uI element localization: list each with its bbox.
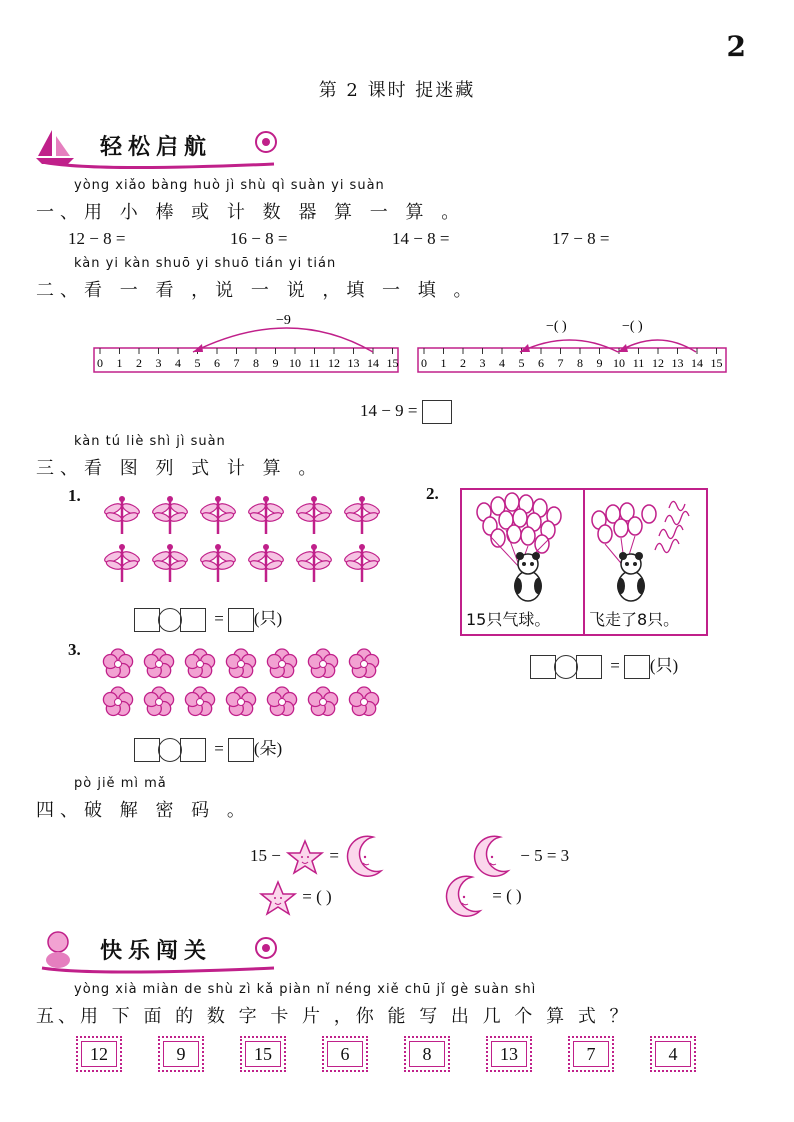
- ruler-tick-label: 10: [613, 356, 625, 370]
- number-cards: [76, 1036, 696, 1072]
- answer-box[interactable]: [134, 738, 160, 762]
- ruler-tick-label: 5: [194, 356, 201, 370]
- q2-equation-text: 14 − 9 =: [360, 400, 418, 420]
- q1-problem-3: 14 − 8 =: [392, 229, 450, 248]
- flower-icon: [103, 649, 132, 678]
- moon-answer-blank[interactable]: = ( ): [492, 885, 522, 905]
- q3-p3-equation: [134, 734, 282, 762]
- q3-p1-equation: [134, 604, 282, 632]
- q5-heading: 五、用 下 面 的 数 字 卡 片 ，你 能 写 出 几 个 算 式 ？: [36, 1006, 632, 1027]
- flower-group: [100, 646, 390, 722]
- ruler-tick-label: 7: [233, 356, 240, 370]
- answer-box[interactable]: [228, 738, 254, 762]
- flower-icon: [185, 649, 214, 678]
- dragonfly-icon: [247, 496, 285, 534]
- ruler-tick-label: 15: [710, 356, 723, 370]
- dragonfly-icon: [343, 544, 380, 582]
- flower-icon: [267, 649, 296, 678]
- banner-title: 轻松启航: [100, 135, 213, 160]
- panda-balloons-icon: [462, 490, 582, 602]
- equals-sign: =: [214, 739, 224, 758]
- operator-circle[interactable]: [158, 738, 182, 762]
- balloon-picture: [460, 488, 708, 636]
- star-icon: [258, 878, 298, 918]
- unit-label: (朵): [253, 739, 283, 758]
- q1-pinyin: yòng xiǎo bàng huò jì shù qì suàn yi suàn: [74, 178, 385, 193]
- ruler-tick-label: 12: [652, 356, 664, 370]
- number-card[interactable]: 6: [322, 1036, 368, 1072]
- ruler-tick-label: 10: [289, 356, 301, 370]
- balloon-caption-2: 飞走了8只。: [589, 610, 680, 629]
- ruler-tick-label: 4: [175, 356, 181, 370]
- equals-sign: =: [214, 609, 224, 628]
- page-number: 2: [726, 30, 746, 63]
- unit-label: (只): [649, 656, 679, 675]
- section-banner-1: [34, 122, 284, 172]
- q1-problem-2: 16 − 8 =: [230, 229, 288, 248]
- flower-icon: [267, 687, 296, 716]
- ruler-tick-label: 14: [691, 356, 703, 370]
- q3-pinyin: kàn tú liè shì jì suàn: [74, 434, 226, 449]
- ruler-tick-label: 9: [596, 356, 603, 370]
- q3-heading: 三、看 图 列 式 计 算 。: [36, 458, 323, 479]
- balloon-panel-1: [462, 490, 585, 634]
- ruler-tick-label: 8: [577, 356, 583, 370]
- q3-p2-label: 2.: [426, 484, 439, 503]
- balloon-caption-1: 15只气球。: [466, 610, 551, 629]
- q5-pinyin: yòng xià miàn de shù zì kǎ piàn nǐ néng xiě chū jǐ gè suàn shì: [74, 982, 537, 997]
- ruler-tick-label: 3: [155, 356, 162, 370]
- dragonfly-icon: [103, 544, 141, 582]
- number-card[interactable]: 13: [486, 1036, 532, 1072]
- number-card[interactable]: 9: [158, 1036, 204, 1072]
- ruler-tick-label: 13: [347, 356, 360, 370]
- star-answer: [258, 878, 332, 918]
- star-answer-blank[interactable]: = ( ): [302, 886, 332, 906]
- unit-label: (只): [253, 609, 283, 628]
- code-equation-1: [250, 834, 389, 880]
- flower-icon: [144, 649, 173, 678]
- ruler-tick-label: 5: [518, 356, 525, 370]
- number-card[interactable]: 15: [240, 1036, 286, 1072]
- ruler-tick-label: 14: [367, 356, 379, 370]
- q4-pinyin: pò jiě mì mǎ: [74, 776, 167, 791]
- answer-box[interactable]: [228, 608, 254, 632]
- arc1-label: −9: [276, 313, 291, 328]
- flower-icon: [185, 687, 214, 716]
- ruler-tick-label: 0: [421, 356, 427, 370]
- eq1-left: 15 −: [250, 845, 281, 865]
- answer-box[interactable]: [180, 608, 206, 632]
- dragonfly-icon: [151, 496, 189, 534]
- q4-heading: 四、破 解 密 码 。: [36, 800, 251, 821]
- answer-box[interactable]: [624, 655, 650, 679]
- dragonfly-icon: [199, 496, 237, 534]
- flower-icon: [349, 687, 378, 716]
- q3-p1-label: 1.: [68, 486, 81, 505]
- q2-equation: [360, 400, 452, 424]
- flower-icon: [103, 687, 132, 716]
- star-icon: [285, 837, 325, 877]
- lesson-title: 第 2 课时 捉迷藏: [318, 80, 476, 101]
- arc3-label: −( ): [622, 319, 643, 334]
- number-line-figure: [90, 306, 740, 380]
- flower-icon: [308, 649, 337, 678]
- flower-icon: [349, 649, 378, 678]
- equals-sign: =: [610, 656, 620, 675]
- moon-answer: [442, 874, 522, 920]
- flower-icon: [226, 687, 255, 716]
- q3-p2-equation: [530, 651, 678, 679]
- ruler-tick-label: 13: [671, 356, 684, 370]
- ruler-tick-label: 6: [214, 356, 220, 370]
- panda-balloons-flying-icon: [585, 490, 705, 602]
- number-card[interactable]: 12: [76, 1036, 122, 1072]
- ruler-tick-label: 1: [440, 356, 447, 370]
- section-banner-2: [34, 926, 284, 976]
- ruler-tick-label: 6: [538, 356, 544, 370]
- ruler-tick-label: 2: [460, 356, 466, 370]
- ruler-tick-label: 15: [386, 356, 399, 370]
- answer-box[interactable]: [180, 738, 206, 762]
- ruler-tick-label: 11: [308, 356, 321, 370]
- dragonfly-icon: [103, 496, 141, 534]
- ruler-tick-label: 8: [253, 356, 259, 370]
- banner-title: 快乐闯关: [100, 939, 213, 964]
- q3-p3-label: 3.: [68, 640, 81, 659]
- answer-box[interactable]: [422, 400, 452, 424]
- number-card[interactable]: 7: [568, 1036, 614, 1072]
- dragonfly-icon: [151, 544, 189, 582]
- flower-icon: [144, 687, 173, 716]
- ruler-tick-label: 2: [136, 356, 142, 370]
- q1-problem-4: 17 − 8 =: [552, 229, 610, 248]
- q1-heading: 一、用 小 棒 或 计 数 器 算 一 算 。: [36, 202, 466, 223]
- operator-circle[interactable]: [554, 655, 578, 679]
- ruler-tick-label: 12: [328, 356, 340, 370]
- dragonfly-group: [100, 492, 380, 588]
- q2-pinyin: kàn yi kàn shuō yi shuō tián yi tián: [74, 256, 337, 271]
- dragonfly-icon: [343, 496, 380, 534]
- number-card[interactable]: 8: [404, 1036, 450, 1072]
- ruler-tick-label: 3: [479, 356, 486, 370]
- flower-icon: [308, 687, 337, 716]
- ruler-tick-label: 4: [499, 356, 505, 370]
- ruler-tick-label: 7: [557, 356, 564, 370]
- moon-icon: [343, 834, 389, 880]
- dragonfly-icon: [295, 544, 333, 582]
- flower-icon: [226, 649, 255, 678]
- q2-heading: 二、看 一 看 ，说 一 说 ，填 一 填 。: [36, 280, 478, 301]
- operator-circle[interactable]: [158, 608, 182, 632]
- dragonfly-icon: [247, 544, 285, 582]
- balloon-panel-2: [585, 490, 706, 634]
- dragonfly-icon: [199, 544, 237, 582]
- answer-box[interactable]: [134, 608, 160, 632]
- arc2-label: −( ): [546, 319, 567, 334]
- answer-box[interactable]: [530, 655, 556, 679]
- ruler-tick-label: 0: [97, 356, 103, 370]
- q1-problem-1: 12 − 8 =: [68, 229, 126, 248]
- moon-icon: [442, 874, 488, 920]
- eq2-right: − 5 = 3: [520, 845, 570, 865]
- ruler-tick-label: 9: [272, 356, 279, 370]
- dragonfly-icon: [295, 496, 333, 534]
- ruler-tick-label: 11: [632, 356, 645, 370]
- ruler-tick-label: 1: [116, 356, 123, 370]
- eq1-equals: =: [329, 845, 339, 865]
- number-card[interactable]: 4: [650, 1036, 696, 1072]
- answer-box[interactable]: [576, 655, 602, 679]
